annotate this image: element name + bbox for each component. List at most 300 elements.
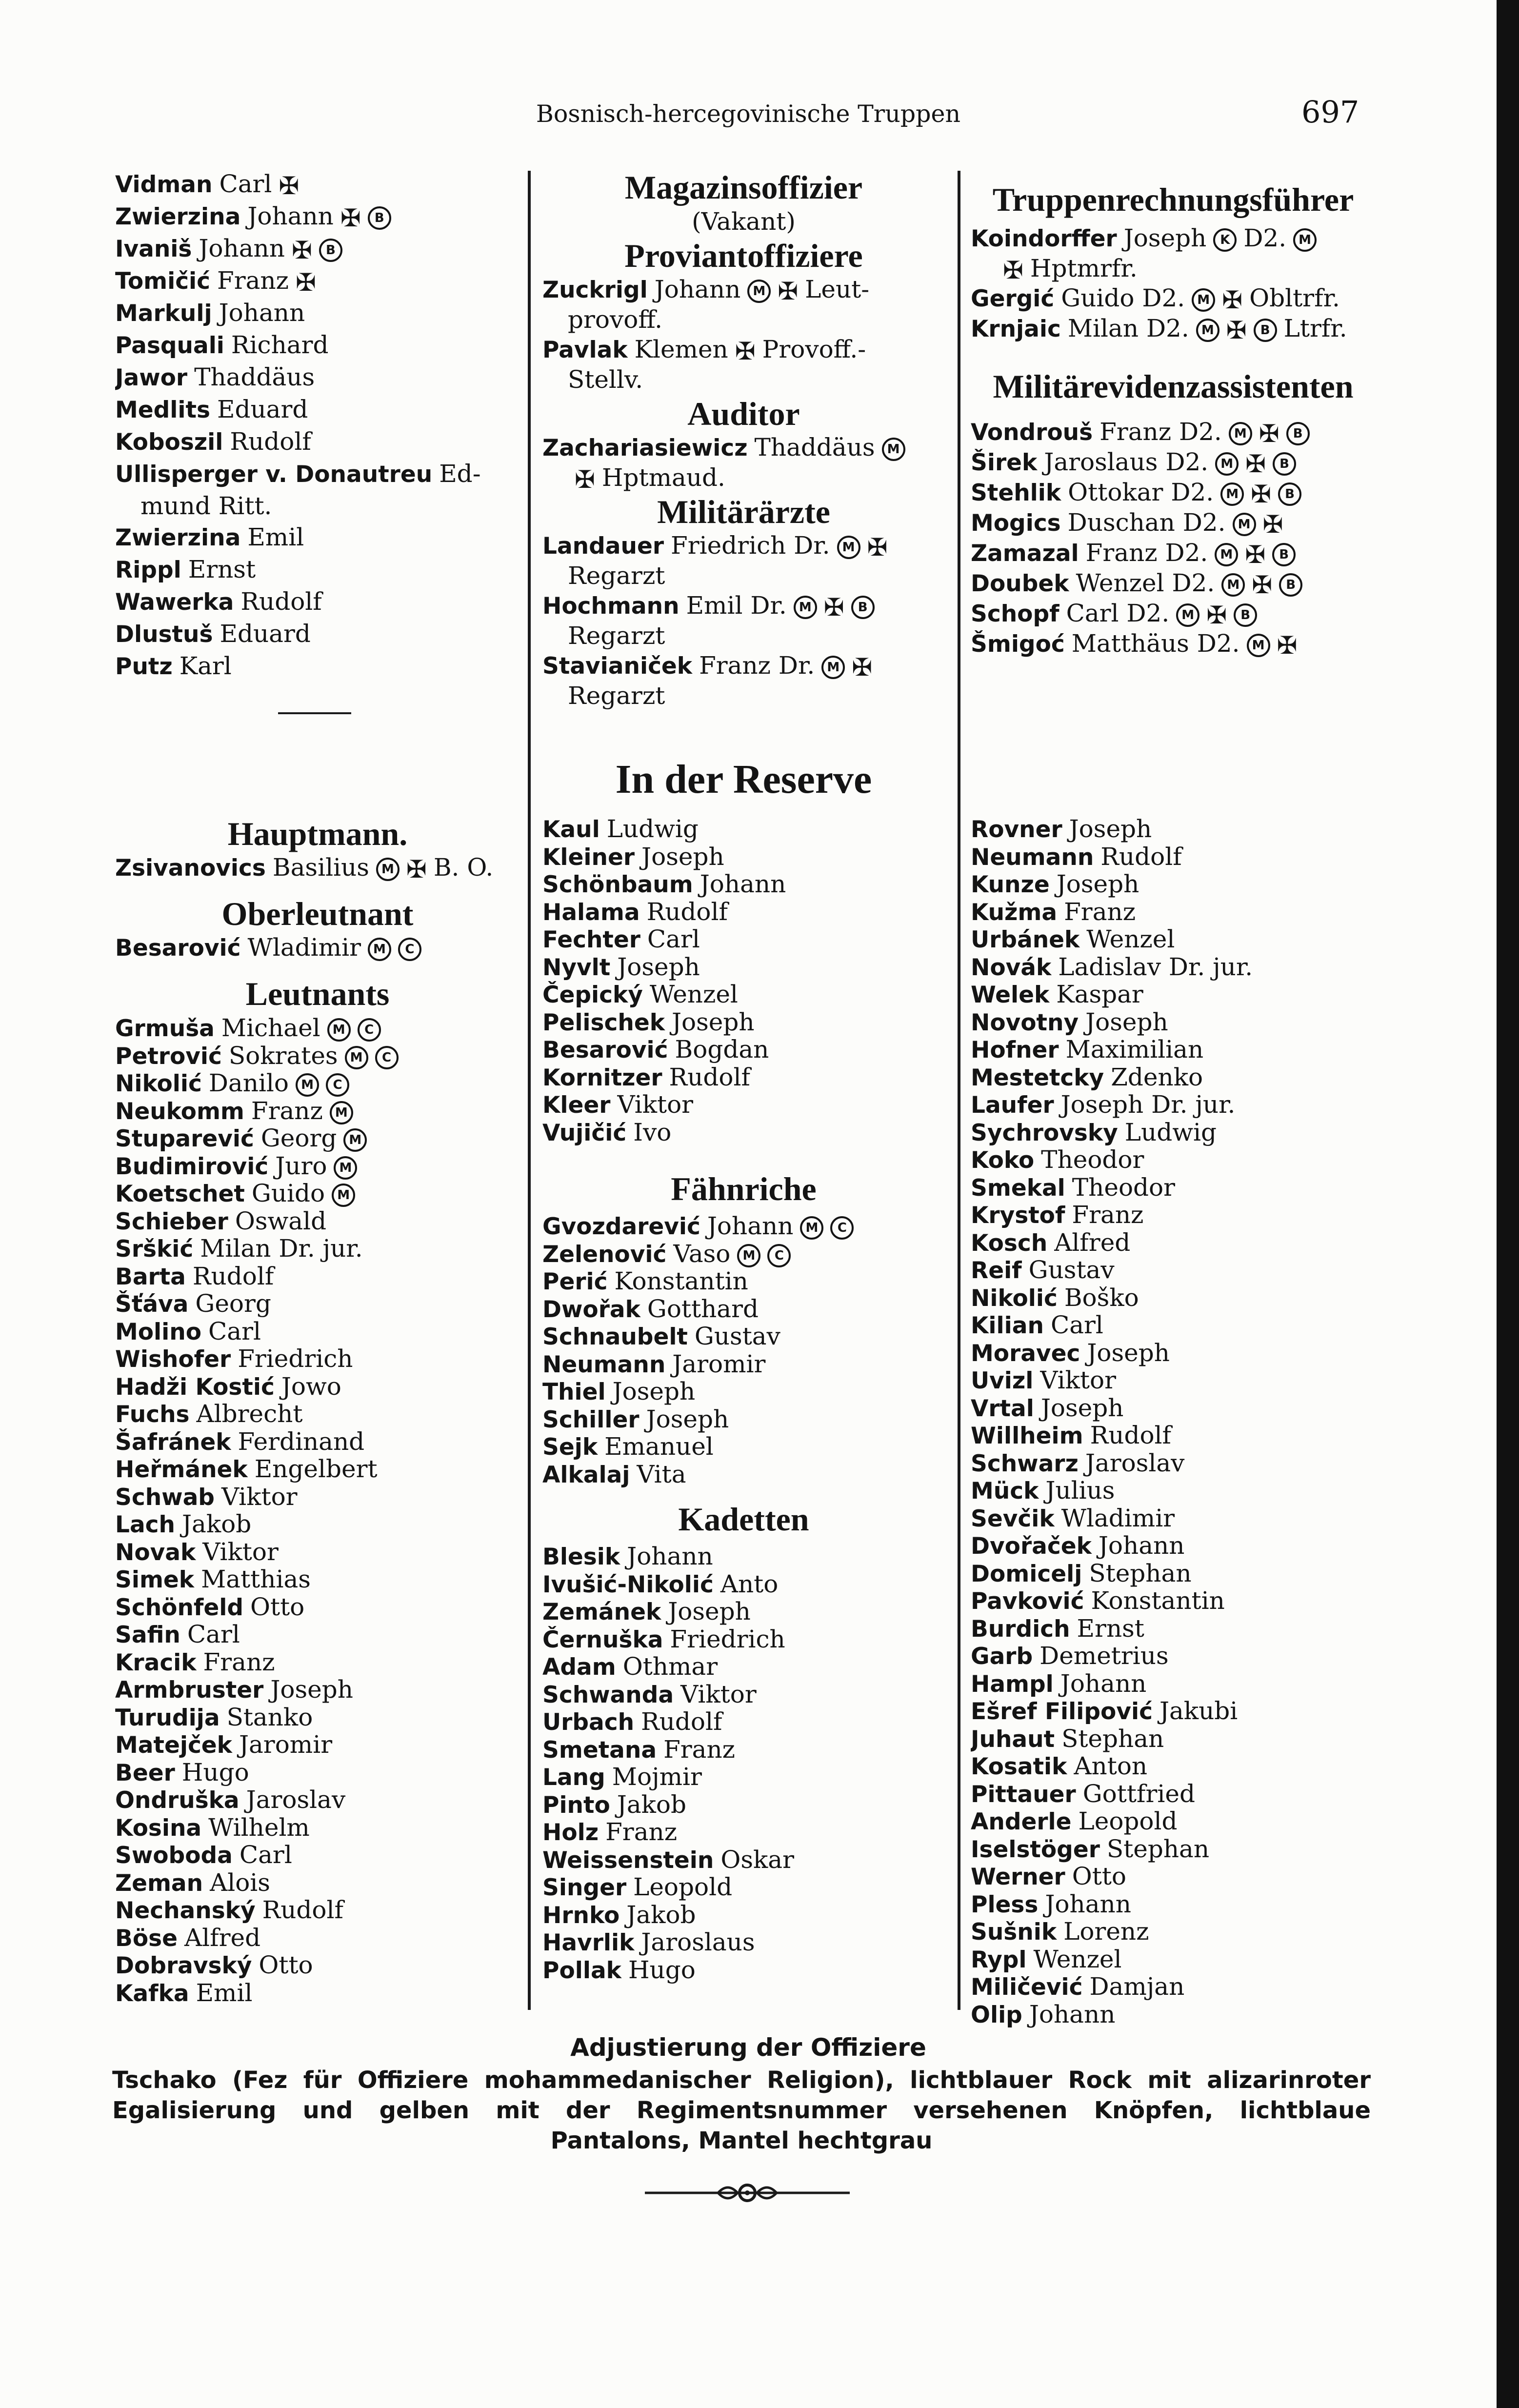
- given-name: Rudolf: [646, 898, 728, 926]
- evidenz-list: [971, 417, 1376, 659]
- given-name: Matthäus D2.: [1071, 629, 1240, 658]
- surname: Gergić: [971, 285, 1055, 312]
- surname: Blesik: [542, 1544, 620, 1570]
- given-name: Rudolf: [1090, 1422, 1172, 1449]
- faehnriche-list: [542, 1213, 945, 1488]
- surname: Perić: [542, 1268, 608, 1295]
- list-entry: [971, 1505, 1376, 1533]
- given-name: Johann: [219, 299, 305, 327]
- list-continuation: [542, 681, 945, 711]
- surname: Širek: [971, 449, 1038, 476]
- given-name: Franz: [217, 266, 289, 295]
- list-entry: [971, 2001, 1376, 2029]
- list-entry: [971, 1146, 1376, 1174]
- list-entry: [542, 926, 945, 954]
- surname: Vondrouš: [971, 419, 1093, 446]
- surname: Kunze: [971, 871, 1050, 898]
- surname: Pollak: [542, 1957, 621, 1984]
- given-name: Viktor: [617, 1091, 694, 1119]
- given-name: Basilius: [272, 853, 369, 882]
- surname: Šmigoć: [971, 631, 1065, 658]
- surname: Mogics: [971, 510, 1061, 537]
- surname: Hofner: [971, 1037, 1059, 1064]
- given-name: Joseph: [668, 1598, 751, 1625]
- given-name: Joseph: [1069, 816, 1152, 843]
- surname: Uvizl: [971, 1367, 1034, 1394]
- column-rule-left: [528, 171, 531, 2010]
- list-entry: [971, 1036, 1376, 1064]
- circled-m-icon: M: [1221, 573, 1245, 597]
- list-entry: [971, 1395, 1376, 1423]
- circled-c-icon: C: [398, 938, 421, 961]
- list-entry: [971, 508, 1376, 538]
- reserve-names-list: [542, 816, 945, 1146]
- cross-icon: ✠: [279, 172, 300, 200]
- given-name: Joseph: [1087, 1339, 1170, 1367]
- surname: Pelischek: [542, 1009, 665, 1036]
- surname: Hampl: [971, 1670, 1054, 1698]
- given-name: Emil Dr.: [686, 591, 787, 620]
- surname: Schiller: [542, 1406, 640, 1433]
- column-3-bottom-list: [971, 816, 1376, 2028]
- given-name: Richard: [231, 331, 329, 359]
- circled-m-icon: M: [882, 438, 905, 461]
- entry-suffix: D2.: [1243, 224, 1287, 252]
- surname: Krystof: [971, 1202, 1065, 1229]
- list-entry: [542, 1406, 945, 1434]
- surname: Garb: [971, 1643, 1033, 1670]
- cross-icon: ✠: [1245, 541, 1266, 568]
- continuation-text: Hptmaud.: [601, 463, 725, 492]
- cross-icon: ✠: [778, 277, 799, 305]
- given-name: Joseph: [646, 1405, 729, 1433]
- given-name: Ed-: [439, 460, 481, 488]
- surname: Hochmann: [542, 593, 680, 620]
- given-name: Eduard: [217, 395, 308, 423]
- given-name: Carl: [1050, 1312, 1103, 1339]
- list-entry: [971, 871, 1376, 899]
- list-entry: [971, 1918, 1376, 1946]
- given-name: Jaromir: [239, 1731, 333, 1759]
- surname: Rypl: [971, 1946, 1027, 1973]
- list-entry: [971, 1284, 1376, 1312]
- given-name: Vita: [637, 1461, 686, 1488]
- surname: Kleer: [542, 1092, 611, 1119]
- given-name: Joseph: [1085, 1008, 1168, 1036]
- column-1-bottom: [115, 815, 520, 2007]
- entry-suffix: Ltrfr.: [1283, 314, 1347, 342]
- rechnungsfuehrer-list: [971, 223, 1376, 344]
- surname: Safin: [115, 1622, 180, 1648]
- given-name: Jakubi: [1159, 1698, 1238, 1725]
- list-entry: [971, 1891, 1376, 1919]
- given-name: Ladislav Dr. jur.: [1058, 953, 1253, 981]
- list-entry: [115, 1649, 520, 1677]
- given-name: Franz D2.: [1099, 418, 1222, 446]
- list-entry: [542, 433, 945, 463]
- circled-c-icon: C: [767, 1244, 791, 1267]
- given-name: Carl: [239, 1842, 292, 1869]
- given-name: Ferdinand: [238, 1428, 365, 1456]
- surname: Sevčik: [971, 1505, 1055, 1532]
- page-number: 697: [1301, 94, 1359, 130]
- list-entry: [115, 1869, 520, 1897]
- list-entry: [115, 1401, 520, 1428]
- given-name: Viktor: [221, 1483, 298, 1511]
- given-name: Jowo: [281, 1373, 341, 1401]
- list-entry: [115, 201, 515, 233]
- list-continuation: [542, 305, 945, 335]
- surname: Wawerka: [115, 589, 234, 616]
- surname: Alkalaj: [542, 1461, 630, 1488]
- list-entry: [542, 1213, 945, 1241]
- given-name: Johann: [654, 275, 741, 303]
- ornament-divider-icon: [645, 2176, 850, 2210]
- given-name: Joseph: [270, 1676, 353, 1704]
- given-name: Mojmir: [612, 1764, 702, 1791]
- list-entry: [542, 1681, 945, 1709]
- column-rule-right: [958, 171, 960, 2010]
- given-name: Wladimir: [247, 933, 361, 962]
- list-entry: [115, 1484, 520, 1511]
- list-entry: [971, 1422, 1376, 1450]
- surname: Laufer: [971, 1092, 1054, 1119]
- reserve-heading-wrap: [542, 756, 945, 803]
- surname: Pittauer: [971, 1781, 1076, 1808]
- cross-icon: ✠: [1252, 571, 1273, 599]
- surname: Singer: [542, 1874, 627, 1901]
- list-entry: [971, 1753, 1376, 1781]
- surname: Kužma: [971, 899, 1058, 926]
- circled-b-icon: B: [851, 596, 875, 619]
- given-name: Friedrich: [238, 1345, 353, 1373]
- heading-truppenrechnungsfuehrer: Truppenrechnungsführer: [992, 181, 1354, 218]
- list-entry: [971, 926, 1376, 954]
- list-entry: [542, 1874, 945, 1902]
- cross-icon: ✠: [1277, 631, 1298, 659]
- heading-auditor: Auditor: [687, 395, 800, 432]
- magazin-vakant: (Vakant): [692, 207, 796, 236]
- surname: Stavianiček: [542, 653, 693, 680]
- surname: Neumann: [542, 1351, 666, 1378]
- list-entry: [971, 1781, 1376, 1808]
- surname: Swoboda: [115, 1842, 233, 1869]
- surname: Besarović: [542, 1037, 668, 1064]
- circled-m-icon: M: [334, 1156, 357, 1180]
- given-name: Georg: [260, 1125, 337, 1152]
- surname: Smekal: [971, 1174, 1065, 1202]
- list-continuation: [542, 463, 945, 493]
- list-entry: [115, 522, 515, 554]
- given-name: Stephan: [1106, 1835, 1210, 1863]
- surname: Kleiner: [542, 843, 635, 871]
- heading-militaerevidenzassistenten: Militärevidenzassistenten: [993, 368, 1354, 405]
- given-name: Gotthard: [647, 1295, 759, 1323]
- circled-m-icon: M: [376, 858, 400, 881]
- list-entry: [115, 1125, 520, 1153]
- list-entry: [115, 1759, 520, 1787]
- given-name: Johann: [700, 871, 786, 898]
- heading-magazinsoffizier: Magazinsoffizier: [624, 169, 863, 206]
- surname: Vujičić: [542, 1119, 627, 1146]
- circled-m-icon: M: [837, 536, 860, 559]
- heading-faehnriche: Fähnriche: [671, 1170, 817, 1207]
- circled-m-icon: M: [1192, 288, 1215, 312]
- list-entry: [115, 554, 515, 586]
- list-entry: [542, 1351, 945, 1379]
- surname: Sušnik: [971, 1919, 1057, 1946]
- surname: Neukomm: [115, 1098, 244, 1125]
- given-name: Lorenz: [1063, 1918, 1149, 1946]
- given-name: Gustav: [1028, 1257, 1115, 1284]
- list-entry: [115, 1043, 520, 1070]
- given-name: Franz: [663, 1736, 736, 1764]
- surname: Šťáva: [115, 1291, 189, 1318]
- given-name: Karl: [179, 652, 232, 680]
- surname: Molino: [115, 1318, 202, 1345]
- surname: Medlits: [115, 397, 210, 423]
- list-entry: [115, 458, 515, 490]
- list-entry: [115, 1235, 520, 1263]
- list-entry: [971, 629, 1376, 659]
- list-entry: [971, 1119, 1376, 1147]
- surname: Budimirović: [115, 1153, 269, 1180]
- list-entry: [115, 618, 515, 650]
- cross-icon: ✠: [867, 533, 888, 561]
- surname: Putz: [115, 653, 173, 680]
- circled-m-icon: M: [1176, 603, 1199, 627]
- circled-b-icon: B: [368, 206, 391, 230]
- given-name: Juro: [275, 1152, 327, 1180]
- given-name: Jaroslav: [1085, 1449, 1185, 1477]
- oberleutnant-list: [115, 933, 520, 963]
- circled-m-icon: M: [1233, 513, 1256, 536]
- list-entry: [542, 871, 945, 899]
- given-name: Johann: [1029, 2001, 1116, 2028]
- list-entry: [542, 275, 945, 305]
- given-name: Ivo: [633, 1119, 672, 1146]
- surname: Vidman: [115, 171, 213, 198]
- cross-icon: ✠: [1003, 256, 1023, 283]
- list-entry: [115, 1290, 520, 1318]
- surname: Kafka: [115, 1980, 189, 2007]
- given-name: Jaroslav: [246, 1786, 346, 1814]
- entry-suffix: Obltrfr.: [1249, 284, 1340, 312]
- list-entry: [971, 981, 1376, 1009]
- surname: Čepický: [542, 982, 643, 1008]
- given-name: Julius: [1045, 1477, 1115, 1505]
- list-entry: [542, 1902, 945, 1929]
- given-name: Johann: [199, 234, 285, 262]
- surname: Koindorffer: [971, 225, 1117, 252]
- circled-m-icon: M: [327, 1018, 351, 1042]
- given-name: Anton: [1074, 1753, 1148, 1780]
- given-name: Jakob: [182, 1511, 252, 1538]
- surname: Dobravský: [115, 1952, 252, 1979]
- heading-kadetten: Kadetten: [678, 1501, 809, 1538]
- surname: Besarović: [115, 935, 241, 962]
- surname: Ivaniš: [115, 236, 192, 262]
- list-entry: [971, 1698, 1376, 1726]
- circled-m-icon: M: [1293, 228, 1317, 252]
- given-name: Bogdan: [675, 1036, 769, 1064]
- surname: Burdich: [971, 1615, 1070, 1643]
- list-entry: [542, 1819, 945, 1846]
- surname: Schopf: [971, 601, 1059, 627]
- circled-b-icon: B: [1273, 452, 1296, 476]
- surname: Urbach: [542, 1709, 635, 1736]
- list-entry: [542, 1461, 945, 1489]
- list-entry: [971, 1863, 1376, 1891]
- column-2-bottom: [542, 816, 945, 1984]
- surname: Novotny: [971, 1009, 1079, 1036]
- given-name: Emanuel: [604, 1433, 714, 1461]
- surname: Mück: [971, 1478, 1039, 1505]
- given-name: Johann: [1098, 1532, 1185, 1560]
- circled-m-icon: M: [747, 280, 771, 303]
- list-entry: [971, 816, 1376, 843]
- surname: Petrović: [115, 1043, 222, 1070]
- surname: Schwarz: [971, 1450, 1079, 1477]
- surname: Iselstöger: [971, 1836, 1100, 1863]
- list-continuation: [971, 254, 1376, 283]
- circled-m-icon: M: [332, 1184, 355, 1207]
- list-entry: [115, 1731, 520, 1759]
- given-name: Guido: [251, 1180, 325, 1207]
- given-name: Demetrius: [1039, 1643, 1169, 1670]
- list-entry: [971, 1477, 1376, 1505]
- list-entry: [115, 1676, 520, 1704]
- given-name: Franz: [251, 1097, 323, 1125]
- adjustierung-title: Adjustierung der Offiziere: [570, 2033, 926, 2062]
- given-name: Emil: [196, 1979, 253, 2007]
- cross-icon: ✠: [406, 855, 427, 883]
- list-entry: [115, 1980, 520, 2007]
- given-name: Ludwig: [606, 816, 699, 843]
- list-entry: [115, 1786, 520, 1814]
- surname: Ešref Filipović: [971, 1698, 1153, 1725]
- given-name: Sokrates: [228, 1042, 338, 1070]
- list-entry: [971, 283, 1376, 314]
- surname: Nikolić: [115, 1070, 202, 1097]
- given-name: Othmar: [622, 1653, 718, 1681]
- surname: Kracik: [115, 1649, 197, 1676]
- list-entry: [542, 1036, 945, 1064]
- surname: Nikolić: [971, 1284, 1058, 1312]
- list-entry: [542, 1378, 945, 1406]
- given-name: Otto: [250, 1593, 305, 1621]
- list-entry: [115, 1263, 520, 1291]
- running-title: Bosnisch-hercegovinische Truppen: [536, 100, 961, 128]
- surname: Domicelj: [971, 1560, 1082, 1587]
- surname: Schwanda: [542, 1681, 674, 1708]
- given-name: Ernst: [1077, 1615, 1144, 1643]
- surname: Gvozdarević: [542, 1213, 700, 1240]
- surname: Lach: [115, 1511, 175, 1538]
- given-name: Carl: [208, 1318, 261, 1345]
- given-name: Franz: [605, 1819, 678, 1846]
- given-name: Jakob: [617, 1791, 687, 1819]
- list-entry: [971, 1367, 1376, 1395]
- surname: Armbruster: [115, 1677, 264, 1704]
- surname: Stuparević: [115, 1125, 254, 1152]
- circled-m-icon: M: [821, 656, 845, 679]
- cross-icon: ✠: [1206, 601, 1227, 629]
- surname: Zuckrigl: [542, 277, 648, 303]
- continuation-text: mund Ritt.: [140, 492, 272, 520]
- cross-icon: ✠: [852, 653, 873, 681]
- surname: Juhaut: [971, 1726, 1055, 1753]
- surname: Vrtal: [971, 1395, 1034, 1422]
- list-entry: [542, 843, 945, 871]
- list-entry: [542, 981, 945, 1009]
- list-entry: [971, 1808, 1376, 1836]
- circled-b-icon: B: [1279, 573, 1302, 597]
- given-name: Ernst: [188, 555, 256, 583]
- given-name: Theodor: [1041, 1146, 1144, 1174]
- aerzte-list: [542, 531, 945, 711]
- surname: Grmuša: [115, 1015, 215, 1042]
- surname: Matejček: [115, 1732, 232, 1759]
- list-continuation: [542, 561, 945, 591]
- list-entry: [542, 1241, 945, 1268]
- cross-icon: ✠: [1245, 450, 1266, 478]
- list-entry: [542, 1764, 945, 1791]
- surname: Barta: [115, 1263, 186, 1290]
- surname: Dvořaček: [971, 1533, 1092, 1560]
- circled-b-icon: B: [1234, 603, 1257, 627]
- given-name: Damjan: [1089, 1973, 1185, 2001]
- given-name: Kaspar: [1056, 981, 1143, 1008]
- list-entry: [971, 899, 1376, 926]
- given-name: Rudolf: [192, 1263, 274, 1290]
- given-name: Franz: [1072, 1202, 1144, 1229]
- given-name: Otto: [259, 1952, 313, 1979]
- given-name: Oskar: [720, 1846, 795, 1874]
- continuation-text: provoff.: [568, 305, 662, 334]
- cross-icon: ✠: [1222, 286, 1243, 314]
- list-entry: [115, 933, 520, 963]
- scan-edge: [1497, 0, 1519, 2408]
- given-name: Rudolf: [1100, 843, 1182, 871]
- surname: Zamazal: [971, 540, 1079, 567]
- surname: Kosch: [971, 1229, 1048, 1257]
- list-entry: [115, 233, 515, 265]
- surname: Heřmánek: [115, 1456, 248, 1483]
- list-entry: [971, 447, 1376, 478]
- list-entry: [542, 1708, 945, 1736]
- heading-in-der-reserve: In der Reserve: [615, 757, 872, 802]
- list-entry: [542, 1929, 945, 1957]
- surname: Anderle: [971, 1808, 1072, 1835]
- list-entry: [115, 1015, 520, 1043]
- cross-icon: ✠: [575, 465, 595, 493]
- given-name: Johann: [1045, 1890, 1131, 1918]
- surname: Welek: [971, 982, 1050, 1008]
- list-entry: [971, 1202, 1376, 1229]
- heading-militaeraerzte: Militärärzte: [657, 493, 830, 530]
- given-name: Joseph: [671, 1008, 755, 1036]
- surname: Dwořak: [542, 1296, 640, 1323]
- list-entry: [542, 1957, 945, 1985]
- given-name: Stanko: [226, 1704, 313, 1731]
- surname: Ullisperger v. Donautreu: [115, 461, 433, 488]
- list-entry: [115, 1373, 520, 1401]
- given-name: Stephan: [1089, 1560, 1192, 1587]
- circled-m-icon: M: [343, 1128, 367, 1152]
- cross-icon: ✠: [1251, 480, 1272, 508]
- list-entry: [542, 1653, 945, 1681]
